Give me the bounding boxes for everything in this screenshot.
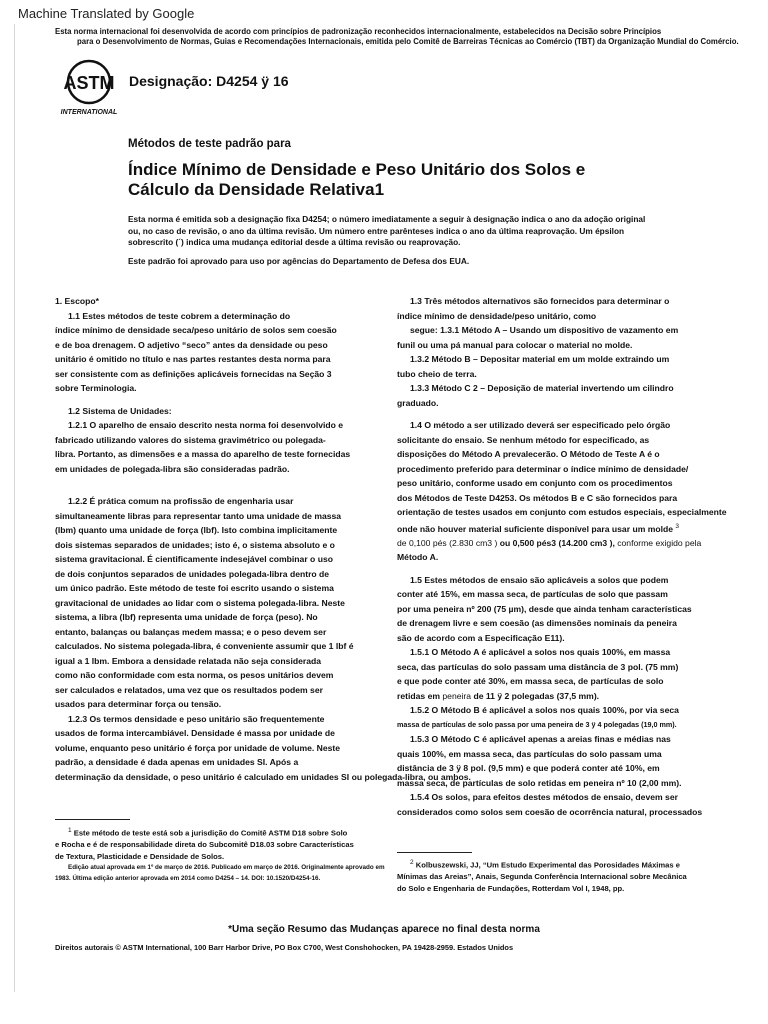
approval-note: Este padrão foi aprovado para uso por agências do Departamento de Defesa dos EUA. <box>128 256 470 266</box>
paragraph-line: conter até 15%, em massa seca, de partículas de solo que passam <box>397 589 668 600</box>
text-span: retidas em <box>397 690 443 701</box>
paragraph-line: 1.2.1 O aparelho de ensaio descrito nesta norma foi desenvolvido e <box>68 420 344 430</box>
paragraph-line: solicitante do ensaio. Se nenhum método for especificado, as <box>397 434 650 445</box>
paragraph-line: peso unitário, conforme usado em conjunto com os procedimentos <box>397 478 673 488</box>
paragraph-line: 1.3.2 Método B – Depositar material em um molde extraindo um <box>410 354 670 364</box>
footnote-line <box>55 825 385 839</box>
intro-line-1: Esta norma internacional foi desenvolvida de acordo com princípios de padronização reconhecidos internacionalmente, estabelecidos na Decisão sobre Princípios <box>55 27 662 36</box>
logo-text: ASTM <box>63 73 115 93</box>
astm-logo <box>57 58 121 116</box>
paragraph-line: índice mínimo de densidade seca/peso unitário de solos sem coesão <box>55 325 337 335</box>
paragraph-line: 1.4 O método a ser utilizado deverá ser especificado pelo órgão <box>410 420 671 430</box>
document-title <box>128 160 585 200</box>
paragraph-line: massa seca, de partículas de solo retidas em peneira nº 10 (2,00 mm). <box>397 777 682 788</box>
designation: Designação: D4254 ÿ 16 <box>129 73 289 89</box>
paragraph-line <box>397 689 768 704</box>
paragraph-line: tubo cheio de terra. <box>397 368 477 379</box>
footnote-divider <box>397 852 472 853</box>
paragraph-line: orientação de testes usados em conjunto com estudos especiais, especialmente <box>397 507 727 517</box>
paragraph-line: segue: 1.3.1 Método A – Usando um dispositivo de vazamento em <box>410 325 679 335</box>
paragraph-line: um único padrão. Este método de teste foi escrito usando o sistema <box>55 583 334 593</box>
text-span: Este método de teste está sob a jurisdição do Comitê ASTM D18 sobre Solo <box>73 828 348 838</box>
paragraph-line: dois sistemas separados de unidades; isto é, o sistema absoluto e o <box>55 539 335 550</box>
standards-intro-note <box>55 27 768 47</box>
summary-of-changes-note: *Uma seção Resumo das Mudanças aparece no final desta norma <box>228 924 540 935</box>
paragraph-line: 1.2.2 É prática comum na profissão de engenharia usar <box>68 496 294 506</box>
paragraph-line: por uma peneira nº 200 (75 µm), desde que ainda tenham características <box>397 603 692 614</box>
notice-line-2: ou, no caso de revisão, o ano da última revisão. Um número entre parênteses indica o ano da última reaprovação. Um épsilon <box>128 225 625 236</box>
paragraph-line: libra. Portanto, as dimensões e a massa do aparelho de teste fornecidas <box>55 449 351 459</box>
paragraph-line: e que pode conter até 30%, em massa seca, de partículas de solo <box>397 676 664 687</box>
footnote-line: Mínimas das Areias”, Anais, Segunda Conferência Internacional sobre Mecânica <box>397 872 687 882</box>
right-column <box>397 294 768 819</box>
paragraph-line <box>397 520 768 536</box>
footnote-line: 1983. Última edição anterior aprovada em 2014 como D4254 – 14. DOI: 10.1520/D4254-16. <box>55 875 321 883</box>
paragraph-line: quais 100%, em massa seca, das partículas do solo passam uma <box>397 748 662 759</box>
text-span: de 11 ÿ 2 polegadas (37,5 mm). <box>471 690 600 701</box>
paragraph-line: como não conformidade com esta norma, os pesos unitários devem <box>55 670 334 680</box>
paragraph-line: graduado. <box>397 397 439 408</box>
paragraph-line: unitário é omitido no título e nas partes restantes desta norma para <box>55 354 331 364</box>
paragraph-line: padrão, a densidade é dada apenas em unidades SI. Após a <box>55 757 299 767</box>
paragraph-line: funil ou uma pá manual para colocar o material no molde. <box>397 339 633 350</box>
footnote-number: 1 <box>68 827 72 834</box>
paragraph-line: determinação da densidade, o peso unitário é calculado em unidades SI ou polegada-libra, ou ambos. <box>55 771 471 782</box>
paragraph-line: sistema gravitacional. É cientificamente indesejável combinar o uso <box>55 554 333 564</box>
text-span: onde não houver material suficiente disponível para usar um molde <box>397 523 674 534</box>
paragraph-line: são de acordo com a Especificação E11). <box>397 632 565 643</box>
title-line-2: Cálculo da Densidade Relativa1 <box>128 180 385 199</box>
paragraph-line: sobre Terminologia. <box>55 383 137 393</box>
paragraph-line: em unidades de polegada-libra são consideradas padrão. <box>55 463 290 474</box>
intro-line-2: para o Desenvolvimento de Normas, Guias e Recomendações Internacionais, emitida pelo Comitê de Barreiras Técnicas ao Comércio (TBT) da Organização Mundial do Comércio. <box>77 37 739 46</box>
paragraph-line: massa de partículas de solo passa por uma peneira de 3 ÿ 4 polegadas (19,0 mm). <box>397 719 677 729</box>
footnote-divider <box>55 819 130 820</box>
footnote-2 <box>397 857 737 894</box>
superscript: 3 <box>675 522 680 530</box>
paragraph-line: procedimento preferido para determinar o índice mínimo de densidade/ <box>397 463 689 474</box>
text-span: conforme exigido pela <box>614 537 702 548</box>
paragraph-line: considerados como solos sem coesão de ocorrência natural, processados <box>397 806 703 817</box>
translation-banner: Machine Translated by Google <box>18 6 195 21</box>
notice-line-1: Esta norma é emitida sob a designação fixa D4254; o número imediatamente a seguir à designação indica o ano da adoção original <box>128 214 646 224</box>
text-span: peneira <box>442 690 472 701</box>
paragraph-line: simultaneamente libras para representar tanto uma unidade de massa <box>55 510 342 521</box>
text-span: de 0,100 pés (2.830 cm3 ) <box>397 537 498 548</box>
designation-notice <box>128 214 648 249</box>
paragraph-line: 1.5.4 Os solos, para efeitos destes métodos de ensaio, devem ser <box>410 792 678 803</box>
paragraph-line: 1.5.1 O Método A é aplicável a solos nos quais 100%, em massa <box>410 647 671 658</box>
paragraph-line: fabricado utilizando valores do sistema gravimétrico ou polegada- <box>55 434 326 445</box>
paragraph-line: volume, enquanto peso unitário é força por unidade de volume. Neste <box>55 742 341 753</box>
footnote-1 <box>55 825 385 884</box>
paragraph-line: 1.5.3 O Método C é aplicável apenas a areias finas e médias nas <box>410 734 671 745</box>
paragraph-line: usados para determinar força ou tensão. <box>55 699 222 709</box>
paragraph-line: 1.5 Estes métodos de ensaio são aplicáveis a solos que podem <box>410 574 669 585</box>
paragraph-line: ser calculados e relatados, uma vez que os resultados podem ser <box>55 684 323 695</box>
paragraph-line: 1.3 Três métodos alternativos são fornecidos para determinar o <box>410 296 670 306</box>
notice-line-3: sobrescrito (´) indica uma mudança editorial desde a última revisão ou reaprovação. <box>128 237 461 247</box>
paragraph-line <box>397 536 768 551</box>
paragraph-line: índice mínimo de densidade/peso unitário, como <box>397 310 597 321</box>
paragraph-line: de dois conjuntos separados de unidades polegada-libra dentro de <box>55 568 330 579</box>
paragraph-line: de drenagem livre e sem coesão (as dimensões nominais da peneira <box>397 618 677 629</box>
paragraph-line: Método A. <box>397 552 439 563</box>
paragraph-line: igual a 1 lbm. Embora a densidade relatada não seja considerada <box>55 655 322 666</box>
footnote-line: de Textura, Plasticidade e Densidade de Solos. <box>55 851 225 861</box>
paragraph-line: entanto, balanças ou balanças medem massa; e o peso devem ser <box>55 626 327 637</box>
copyright-line: Direitos autorais © ASTM International, 100 Barr Harbor Drive, PO Box C700, West Conshohocken, PA 19428-2959. Estados Unidos <box>55 943 514 952</box>
paragraph-line: seca, das partículas do solo passam uma distância de 3 pol. (75 mm) <box>397 661 679 672</box>
footnote-line: e Rocha e é de responsabilidade direta do Subcomitê D18.03 sobre Características <box>55 840 354 850</box>
paragraph-line: calculados. No sistema polegada-libra, é conveniente assumir que 1 lbf é <box>55 641 354 651</box>
footnote-line: do Solo e Engenharia de Fundações, Rotterdam Vol I, 1948, pp. <box>397 883 625 893</box>
paragraph-line: e de boa drenagem. O adjetivo “seco” antes da densidade ou peso <box>55 339 328 350</box>
pre-title: Métodos de teste padrão para <box>128 138 291 150</box>
logo-subtext: INTERNATIONAL <box>60 109 118 116</box>
subsection-heading: 1.2 Sistema de Unidades: <box>68 405 172 416</box>
paragraph-line: sistema, a libra (lbf) representa uma unidade de força (peso). No <box>55 612 318 622</box>
page-edge-line <box>14 24 15 992</box>
section-heading: 1. Escopo* <box>55 296 99 306</box>
paragraph-line: (lbm) quanto uma unidade de força (lbf). Isto combina implicitamente <box>55 525 338 535</box>
footnote-number: 2 <box>410 859 414 866</box>
paragraph-line: gravitacional de unidades ao lidar com o sistema polegada-libra. Neste <box>55 597 345 608</box>
paragraph-line: 1.1 Estes métodos de teste cobrem a determinação do <box>68 310 291 321</box>
title-line-1: Índice Mínimo de Densidade e Peso Unitário dos Solos e <box>128 160 586 179</box>
paragraph-line: 1.2.3 Os termos densidade e peso unitário são frequentemente <box>68 713 325 724</box>
footnote-line: Edição atual aprovada em 1º de março de 2016. Publicado em março de 2016. Originalmente aprovado em <box>68 864 385 872</box>
footnote-line <box>397 857 737 871</box>
text-span: ou 0,500 pés3 (14.200 cm3 ), <box>497 537 615 548</box>
paragraph-line: 1.3.3 Método C 2 – Deposição de material invertendo um cilindro <box>410 383 674 393</box>
paragraph-line: disposições do Método A prevalecerão. O Método de Teste A é o <box>397 449 660 459</box>
paragraph-line: ser consistente com as definições aplicáveis fornecidas na Seção 3 <box>55 368 332 379</box>
paragraph-line: usados de forma intercambiável. Densidade é massa por unidade de <box>55 728 335 738</box>
paragraph-line: dos Métodos de Teste D4253. Os métodos B e C são fornecidos para <box>397 492 678 503</box>
paragraph-line: distância de 3 ÿ 8 pol. (9,5 mm) e que poderá conter até 10%, em <box>397 763 660 774</box>
text-span: Kolbuszewski, JJ, “Um Estudo Experimental das Porosidades Máximas e <box>415 860 680 870</box>
paragraph-line: 1.5.2 O Método B é aplicável a solos nos quais 100%, por via seca <box>410 705 679 716</box>
